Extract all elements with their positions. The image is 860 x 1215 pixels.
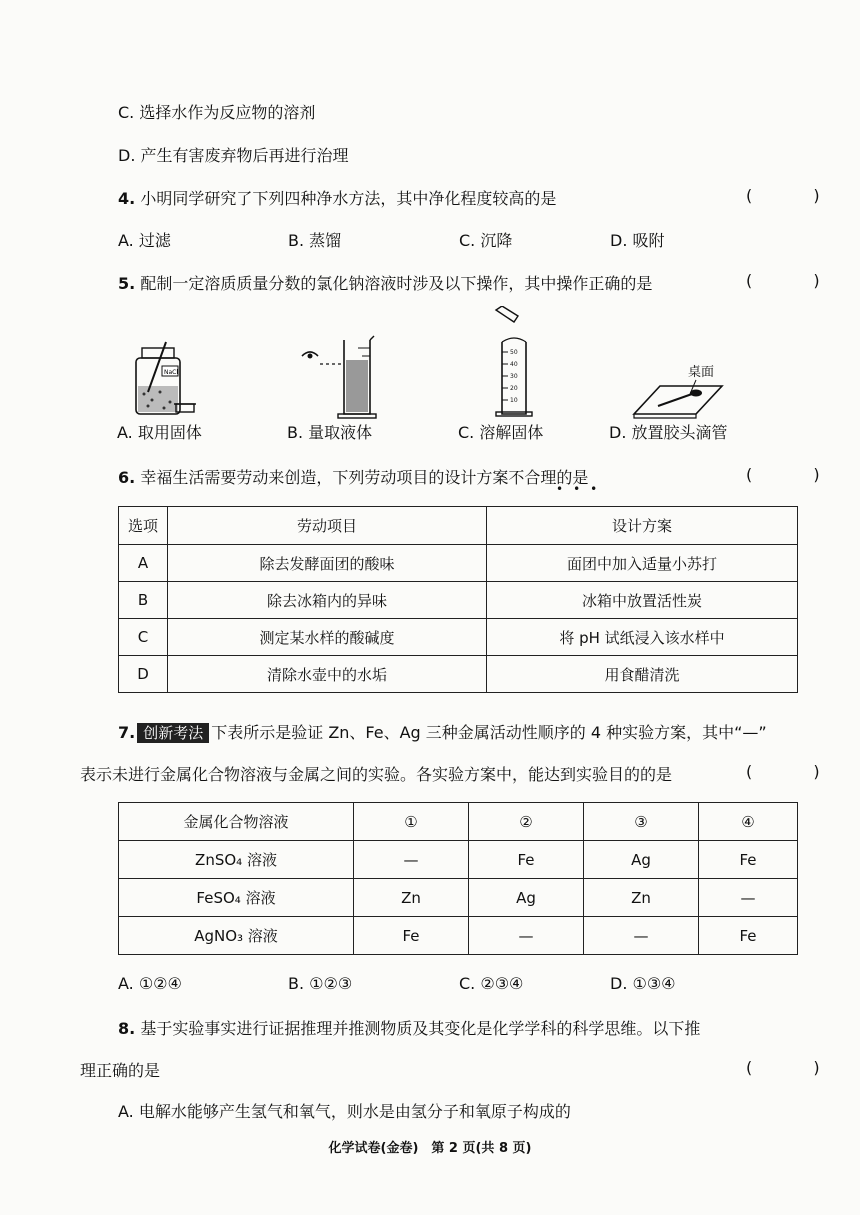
cyl-tick-10: 10 xyxy=(510,397,518,404)
cyl-tick-40: 40 xyxy=(510,361,518,368)
figure-a-take-solid xyxy=(126,340,206,420)
q4-option-a: A. 过滤 xyxy=(118,231,171,250)
q7-table-header xyxy=(119,803,798,841)
figure-d-place-dropper xyxy=(630,356,730,420)
q6-stem xyxy=(118,465,588,488)
table-row xyxy=(119,656,798,693)
q5-answer-paren: ( ) xyxy=(746,271,848,290)
cyl-tick-30: 30 xyxy=(510,373,518,380)
q6-number: 6. xyxy=(118,468,136,487)
q6-cell: 冰箱中放置活性炭 xyxy=(487,582,798,619)
q6-cell: 用食醋清洗 xyxy=(487,656,798,693)
page-footer: 化学试卷(金卷) 第 2 页(共 8 页) xyxy=(328,1141,532,1156)
q6-cell: 将 pH 试纸浸入该水样中 xyxy=(487,619,798,656)
q7-option-d: D. ①③④ xyxy=(610,974,676,993)
q7-cell: — xyxy=(469,917,584,955)
q7-header-solution: 金属化合物溶液 xyxy=(119,803,354,841)
q7-cell: Zn xyxy=(354,879,469,917)
prev-option-d: D. 产生有害废弃物后再进行治理 xyxy=(118,146,349,165)
q7-cell: Fe xyxy=(469,841,584,879)
q7-cell: Fe xyxy=(699,841,798,879)
q7-cell: Fe xyxy=(354,917,469,955)
q7-cell: FeSO₄ 溶液 xyxy=(119,879,354,917)
q7-cell: AgNO₃ 溶液 xyxy=(119,917,354,955)
table-row xyxy=(119,879,798,917)
q6-answer-paren: ( ) xyxy=(746,465,848,484)
q5-caption-a: A. 取用固体 xyxy=(117,423,202,442)
q7-cell: — xyxy=(354,841,469,879)
q7-header-plan-2: ② xyxy=(469,803,584,841)
q5-caption-c: C. 溶解固体 xyxy=(458,423,544,442)
q6-cell: C xyxy=(119,619,168,656)
table-row xyxy=(119,582,798,619)
q7-option-b: B. ①②③ xyxy=(288,974,353,993)
figure-b-measure-liquid xyxy=(300,334,390,420)
q6-cell: 清除水壶中的水垢 xyxy=(168,656,487,693)
q5-caption-b: B. 量取液体 xyxy=(287,423,373,442)
q6-cell: A xyxy=(119,545,168,582)
q5-number: 5. xyxy=(118,274,136,293)
q7-innovation-tag: 创新考法 xyxy=(137,723,209,743)
q7-stem-line1 xyxy=(118,720,767,743)
q6-cell: B xyxy=(119,582,168,619)
table-row xyxy=(119,841,798,879)
q8-stem-line1 xyxy=(118,1016,700,1039)
desk-label: 桌面 xyxy=(688,365,715,380)
q5-text: 配制一定溶质质量分数的氯化钠溶液时涉及以下操作，其中操作正确的是 xyxy=(140,274,653,293)
q7-option-a: A. ①②④ xyxy=(118,974,182,993)
q7-header-plan-3: ③ xyxy=(584,803,699,841)
q4-option-c: C. 沉降 xyxy=(459,231,513,250)
table-row xyxy=(119,545,798,582)
q7-number: 7. xyxy=(118,723,136,742)
emphasis-dots: ••• xyxy=(556,482,608,496)
q6-header-project: 劳动项目 xyxy=(168,507,487,545)
q6-header-plan: 设计方案 xyxy=(487,507,798,545)
cyl-tick-50: 50 xyxy=(510,349,518,356)
q7-cell: — xyxy=(584,917,699,955)
q7-cell: Zn xyxy=(584,879,699,917)
q6-text: 幸福生活需要劳动来创造，下列劳动项目的设计方案不合理的是 xyxy=(140,468,589,487)
q8-option-a: A. 电解水能够产生氢气和氧气，则水是由氢分子和氧原子构成的 xyxy=(118,1102,571,1121)
q8-text1: 基于实验事实进行证据推理并推测物质及其变化是化学学科的科学思维。以下推 xyxy=(140,1019,701,1038)
figure-c-dissolve-solid xyxy=(488,306,538,418)
q7-header-plan-4: ④ xyxy=(699,803,798,841)
q8-answer-paren: ( ) xyxy=(746,1058,848,1077)
table-row xyxy=(119,619,798,656)
q7-option-c: C. ②③④ xyxy=(459,974,524,993)
q7-cell: — xyxy=(699,879,798,917)
q4-stem xyxy=(118,186,556,209)
q7-cell: ZnSO₄ 溶液 xyxy=(119,841,354,879)
cyl-tick-20: 20 xyxy=(510,385,518,392)
q8-number: 8. xyxy=(118,1019,136,1038)
table-row xyxy=(119,917,798,955)
q7-cell: Ag xyxy=(584,841,699,879)
q5-stem xyxy=(118,271,652,294)
q7-answer-paren: ( ) xyxy=(746,762,848,781)
prev-option-c: C. 选择水作为反应物的溶剂 xyxy=(118,103,316,122)
q6-header-option: 选项 xyxy=(119,507,168,545)
q7-table xyxy=(118,802,798,955)
q6-cell: 除去冰箱内的异味 xyxy=(168,582,487,619)
q4-number: 4. xyxy=(118,189,136,208)
q7-cell: Ag xyxy=(469,879,584,917)
q5-caption-d: D. 放置胶头滴管 xyxy=(609,423,728,442)
q6-cell: 除去发酵面团的酸味 xyxy=(168,545,487,582)
q6-table-header xyxy=(119,507,798,545)
q6-table xyxy=(118,506,798,693)
q7-header-plan-1: ① xyxy=(354,803,469,841)
q4-option-b: B. 蒸馏 xyxy=(288,231,342,250)
q4-text: 小明同学研究了下列四种净水方法，其中净化程度较高的是 xyxy=(140,189,557,208)
q7-cell: Fe xyxy=(699,917,798,955)
nacl-label: NaCl xyxy=(164,369,179,376)
q4-answer-paren: ( ) xyxy=(746,186,848,205)
q7-stem-line2: 表示未进行金属化合物溶液与金属之间的实验。各实验方案中，能达到实验目的的是 xyxy=(80,765,673,784)
q6-cell: 测定某水样的酸碱度 xyxy=(168,619,487,656)
q7-text1: 下表所示是验证 Zn、Fe、Ag 三种金属活动性顺序的 4 种实验方案，其中“—” xyxy=(211,723,767,742)
q4-option-d: D. 吸附 xyxy=(610,231,665,250)
q6-cell: D xyxy=(119,656,168,693)
q6-cell: 面团中加入适量小苏打 xyxy=(487,545,798,582)
q8-stem-line2: 理正确的是 xyxy=(80,1061,161,1080)
